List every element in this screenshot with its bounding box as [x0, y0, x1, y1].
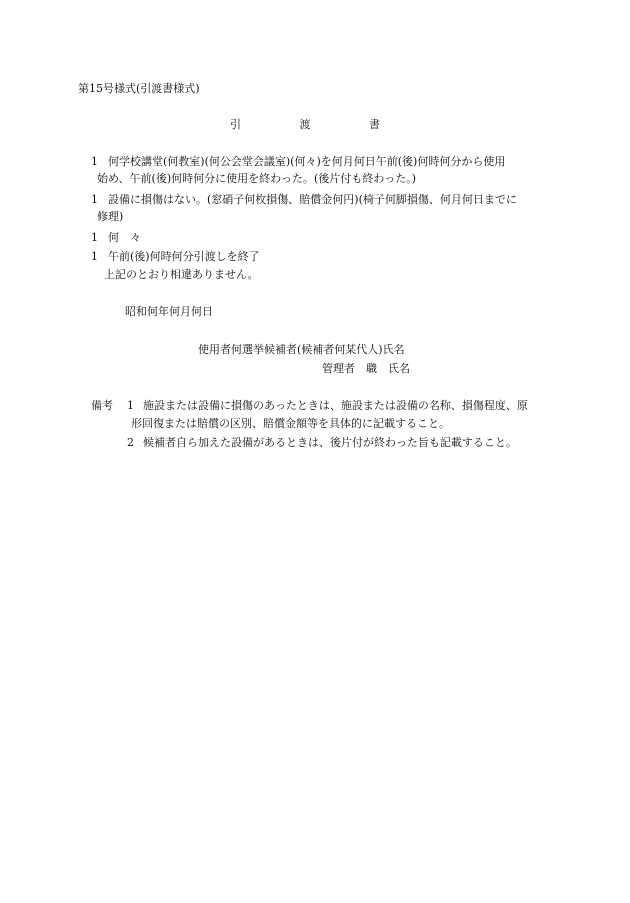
item-text: 何 々 — [108, 231, 141, 244]
signer-line-manager — [322, 363, 410, 374]
date-line: 昭和何年何月何日 — [125, 305, 213, 318]
remark-number: 2 — [127, 436, 134, 449]
confirmation-text: 上記のとおり相違ありません。 — [104, 268, 259, 281]
remark-number: 1 — [127, 399, 134, 412]
signer-line-user: 使用者何選挙候補者(候補者何某代人)氏名 — [198, 343, 405, 356]
document-title — [230, 119, 380, 130]
form-number: 第15号様式(引渡書様式) — [78, 82, 200, 95]
title-char: 引 — [230, 118, 241, 131]
item-number: 1 — [91, 155, 98, 168]
remark-text: 施設または設備に損傷のあったときは、施設または設備の名称、損傷程度、原 — [143, 399, 528, 412]
item-text-continued: 修理) — [97, 210, 124, 223]
item-number: 1 — [91, 250, 98, 263]
manager-role: 管理者 — [322, 362, 355, 375]
item-text-continued: 始め、午前(後)何時何分に使用を終わった。(後片付も終わった。) — [97, 172, 417, 185]
title-char: 書 — [369, 118, 380, 131]
item-text: 午前(後)何時何分引渡しを終了 — [108, 250, 260, 263]
remark-text-continued: 形回復または賠償の区別、賠償金額等を具体的に記載すること。 — [131, 417, 450, 430]
remarks-label: 備考 — [91, 399, 113, 412]
manager-position: 職 — [366, 362, 377, 375]
remark-text: 候補者自ら加えた設備があるときは、後片付が終わった旨も記載すること。 — [143, 436, 517, 449]
title-char: 渡 — [299, 118, 311, 131]
item-number: 1 — [91, 231, 98, 244]
item-text: 設備に損傷はない。(窓硝子何枚損傷、賠償金何円)(椅子何脚損傷、何月何日までに — [108, 193, 517, 206]
manager-name: 氏名 — [388, 362, 410, 375]
item-number: 1 — [91, 193, 98, 206]
item-text: 何学校講堂(何教室)(何公会堂会議室)(何々)を何月何日午前(後)何時何分から使用 — [108, 155, 506, 168]
